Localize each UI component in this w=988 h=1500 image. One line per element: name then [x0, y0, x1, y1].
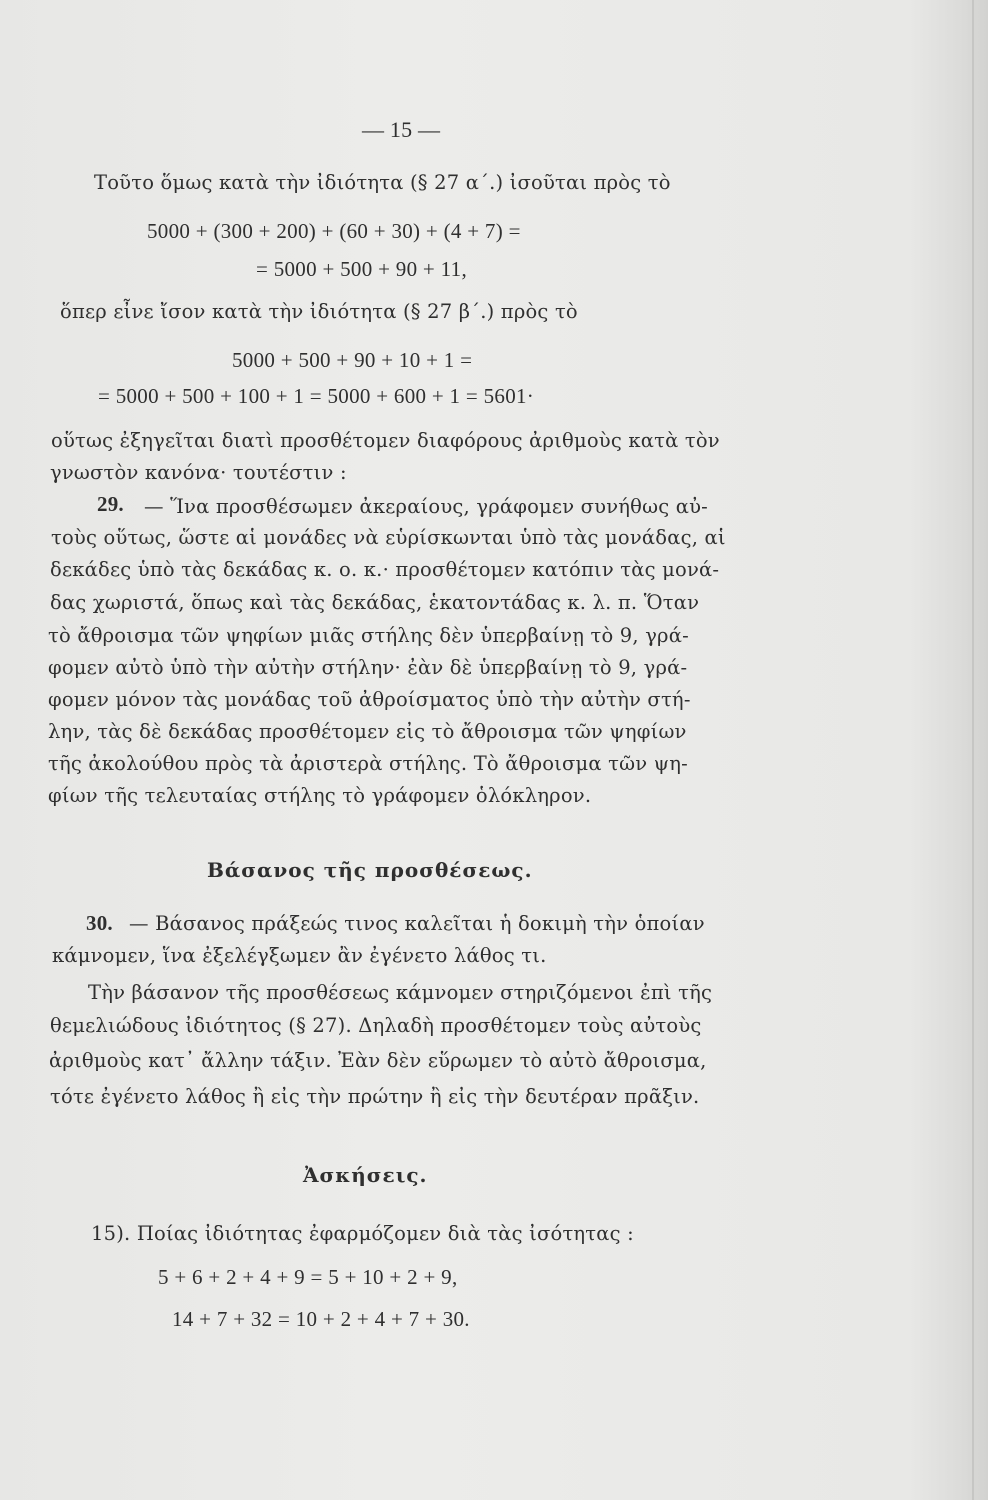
equation-2: = 5000 + 500 + 90 + 11,	[256, 257, 467, 281]
section-number-29: 29.	[97, 492, 124, 516]
section-30-line: κάμνομεν, ἵνα ἐξελέγξωμεν ἂν ἐγένετο λάθος τι.	[52, 944, 547, 967]
page-fold-shadow	[972, 0, 974, 1500]
equation-1: 5000 + (300 + 200) + (60 + 30) + (4 + 7) =	[147, 219, 521, 243]
section-29-line: δεκάδες ὑπὸ τὰς δεκάδας κ. ο. κ.· προσθέτομεν κατόπιν τὰς μονά-	[50, 558, 720, 581]
exercise-15-text: 15). Ποίας ἰδιότητας ἐφαρμόζομεν διὰ τὰς ἰσότητας :	[91, 1222, 634, 1245]
paragraph-line-1: οὕτως ἐξηγεῖται διατὶ προσθέτομεν διαφόρους ἀριθμοὺς κατὰ τὸν	[51, 429, 720, 452]
section-29-line: φίων τῆς τελευταίας στήλης τὸ γράφομεν ὁλόκληρον.	[48, 784, 592, 807]
exercise-equation-a: 5 + 6 + 2 + 4 + 9 = 5 + 10 + 2 + 9,	[158, 1265, 458, 1289]
section-number-30: 30.	[86, 911, 113, 935]
section-29-line: φομεν αὐτὸ ὑπὸ τὴν αὐτὴν στήλην· ἐὰν δὲ ὑπερβαίνῃ τὸ 9, γρά-	[48, 656, 688, 679]
heading-exercises: Ἀσκήσεις.	[303, 1163, 428, 1187]
section-29-line: φομεν μόνον τὰς μονάδας τοῦ ἀθροίσματος ὑπὸ τὴν αὐτὴν στή-	[48, 688, 691, 711]
section-29-line: — Ἵνα προσθέσωμεν ἀκεραίους, γράφομεν συνήθως αὐ-	[144, 495, 708, 518]
section-29-line: τῆς ἀκολούθου πρὸς τὰ ἀριστερὰ στήλης. Τὸ ἄθροισμα τῶν ψη-	[48, 752, 688, 775]
section-30-line: Τὴν βάσανον τῆς προσθέσεως κάμνομεν στηριζόμενοι ἐπὶ τῆς	[88, 981, 713, 1004]
section-29-line: τὸ ἄθροισμα τῶν ψηφίων μιᾶς στήλης δὲν ὑπερβαίνῃ τὸ 9, γρά-	[48, 624, 689, 647]
exercise-equation-b: 14 + 7 + 32 = 10 + 2 + 4 + 7 + 30.	[172, 1307, 470, 1331]
section-30-line: ἀριθμοὺς κατ᾽ ἄλλην τάξιν. Ἐὰν δὲν εὕρωμεν τὸ αὐτὸ ἄθροισμα,	[49, 1049, 707, 1072]
section-29-line: τοὺς οὕτως, ὥστε αἱ μονάδες νὰ εὑρίσκωνται ὑπὸ τὰς μονάδας, αἱ	[51, 526, 726, 549]
section-30-line: θεμελιώδους ἰδιότητος (§ 27). Δηλαδὴ προσθέτομεν τοὺς αὐτοὺς	[50, 1014, 702, 1037]
intro-line: Τοῦτο ὅμως κατὰ τὴν ἰδιότητα (§ 27 α΄.) ἰσοῦται πρὸς τὸ	[94, 171, 671, 194]
paragraph-line-2: γνωστὸν κανόνα· τουτέστιν :	[50, 461, 347, 484]
section-29-line: δας χωριστά, ὅπως καὶ τὰς δεκάδας, ἑκατοντάδας κ. λ. π. Ὅταν	[50, 591, 700, 614]
equation-4: = 5000 + 500 + 100 + 1 = 5000 + 600 + 1 = 5601·	[98, 384, 535, 408]
section-29-line: λην, τὰς δὲ δεκάδας προσθέτομεν εἰς τὸ ἄθροισμα τῶν ψηφίων	[48, 720, 687, 743]
page-number: — 15 —	[362, 117, 441, 142]
heading-check-of-addition: Βάσανος τῆς προσθέσεως.	[207, 858, 533, 882]
section-30-line: — Βάσανος πράξεώς τινος καλεῖται ἡ δοκιμὴ τὴν ὁποίαν	[129, 912, 705, 935]
equation-3: 5000 + 500 + 90 + 10 + 1 =	[232, 348, 473, 372]
section-30-line: τότε ἐγένετο λάθος ἢ εἰς τὴν πρώτην ἢ εἰς τὴν δευτέραν πρᾶξιν.	[50, 1085, 700, 1108]
middle-line: ὅπερ εἶνε ἴσον κατὰ τὴν ἰδιότητα (§ 27 β΄.) πρὸς τὸ	[60, 300, 578, 323]
